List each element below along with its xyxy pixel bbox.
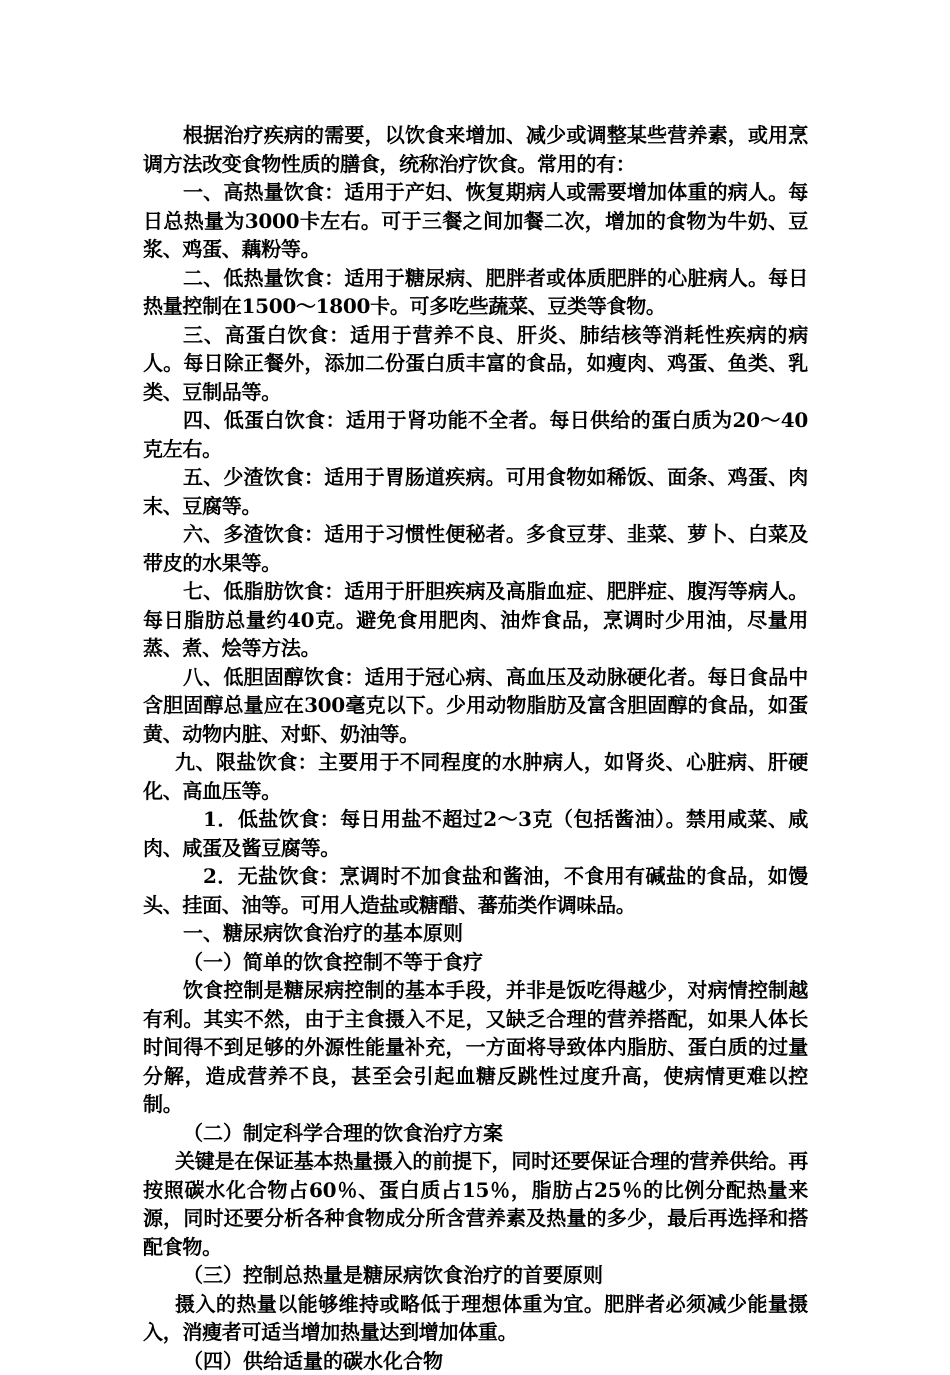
subheading-4: （四）供给适量的碳水化合物 — [143, 1347, 808, 1375]
paragraph-low-cholesterol-diet: 八、低胆固醇饮食：适用于冠心病、高血压及动脉硬化者。每日食品中含胆固醇总量应在300毫克以下。少用动物脂肪及富含胆固醇的食品，如蛋黄、动物内脏、对虾、奶油等。 — [143, 663, 808, 749]
paragraph-low-calorie-diet: 二、低热量饮食：适用于糖尿病、肥胖者或体质肥胖的心脏病人。每日热量控制在1500～1800卡。可多吃些蔬菜、豆类等食物。 — [143, 264, 808, 321]
paragraph-treatment-plan: 关键是在保证基本热量摄入的前提下，同时还要保证合理的营养供给。再按照碳水化合物占60％、蛋白质占15％，脂肪占25％的比例分配热量来源，同时还要分析各种食物成分所含营养素及热量的多少，最后再选择和搭配食物。 — [143, 1147, 808, 1261]
paragraph-high-calorie-diet: 一、高热量饮食：适用于产妇、恢复期病人或需要增加体重的病人。每日总热量为3000卡左右。可于三餐之间加餐二次，增加的食物为牛奶、豆浆、鸡蛋、藕粉等。 — [143, 178, 808, 264]
paragraph-diet-control: 饮食控制是糖尿病控制的基本手段，并非是饭吃得越少，对病情控制越有利。其实不然，由于主食摄入不足，又缺乏合理的营养搭配，如果人体长时间得不到足够的外源性能量补充，一方面将导致体内脂肪、蛋白质的过量分解，造成营养不良，甚至会引起血糖反跳性过度升高，使病情更难以控制。 — [143, 976, 808, 1119]
subheading-1: （一）简单的饮食控制不等于食疗 — [143, 948, 808, 977]
paragraph-salt-free-diet: 2．无盐饮食：烹调时不加食盐和酱油，不食用有碱盐的食品，如馒头、挂面、油等。可用人造盐或糖醋、蕃茄类作调味品。 — [143, 862, 808, 919]
subheading-2: （二）制定科学合理的饮食治疗方案 — [143, 1119, 808, 1148]
paragraph-salt-restricted-diet: 九、限盐饮食：主要用于不同程度的水肿病人，如肾炎、心脏病、肝硬化、高血压等。 — [143, 748, 808, 805]
subheading-3: （三）控制总热量是糖尿病饮食治疗的首要原则 — [143, 1261, 808, 1290]
paragraph-high-residue-diet: 六、多渣饮食：适用于习惯性便秘者。多食豆芽、韭菜、萝卜、白菜及带皮的水果等。 — [143, 520, 808, 577]
paragraph-high-protein-diet: 三、高蛋白饮食：适用于营养不良、肝炎、肺结核等消耗性疾病的病人。每日除正餐外，添加二份蛋白质丰富的食品，如瘦肉、鸡蛋、鱼类、乳类、豆制品等。 — [143, 321, 808, 407]
paragraph-low-residue-diet: 五、少渣饮食：适用于胃肠道疾病。可用食物如稀饭、面条、鸡蛋、肉末、豆腐等。 — [143, 463, 808, 520]
document-body — [143, 121, 808, 1375]
section-heading-diabetes-principles: 一、糖尿病饮食治疗的基本原则 — [143, 919, 808, 948]
paragraph-low-fat-diet: 七、低脂肪饮食：适用于肝胆疾病及高脂血症、肥胖症、腹泻等病人。每日脂肪总量约40克。避免食用肥肉、油炸食品，烹调时少用油，尽量用蒸、煮、烩等方法。 — [143, 577, 808, 663]
paragraph-low-salt-diet: 1．低盐饮食：每日用盐不超过2～3克（包括酱油）。禁用咸菜、咸肉、咸蛋及酱豆腐等。 — [143, 805, 808, 862]
intro-paragraph: 根据治疗疾病的需要，以饮食来增加、减少或调整某些营养素，或用烹调方法改变食物性质的膳食，统称治疗饮食。常用的有： — [143, 121, 808, 178]
paragraph-low-protein-diet: 四、低蛋白饮食：适用于肾功能不全者。每日供给的蛋白质为20～40克左右。 — [143, 406, 808, 463]
paragraph-calorie-intake: 摄入的热量以能够维持或略低于理想体重为宜。肥胖者必须减少能量摄入，消瘦者可适当增加热量达到增加体重。 — [143, 1290, 808, 1347]
